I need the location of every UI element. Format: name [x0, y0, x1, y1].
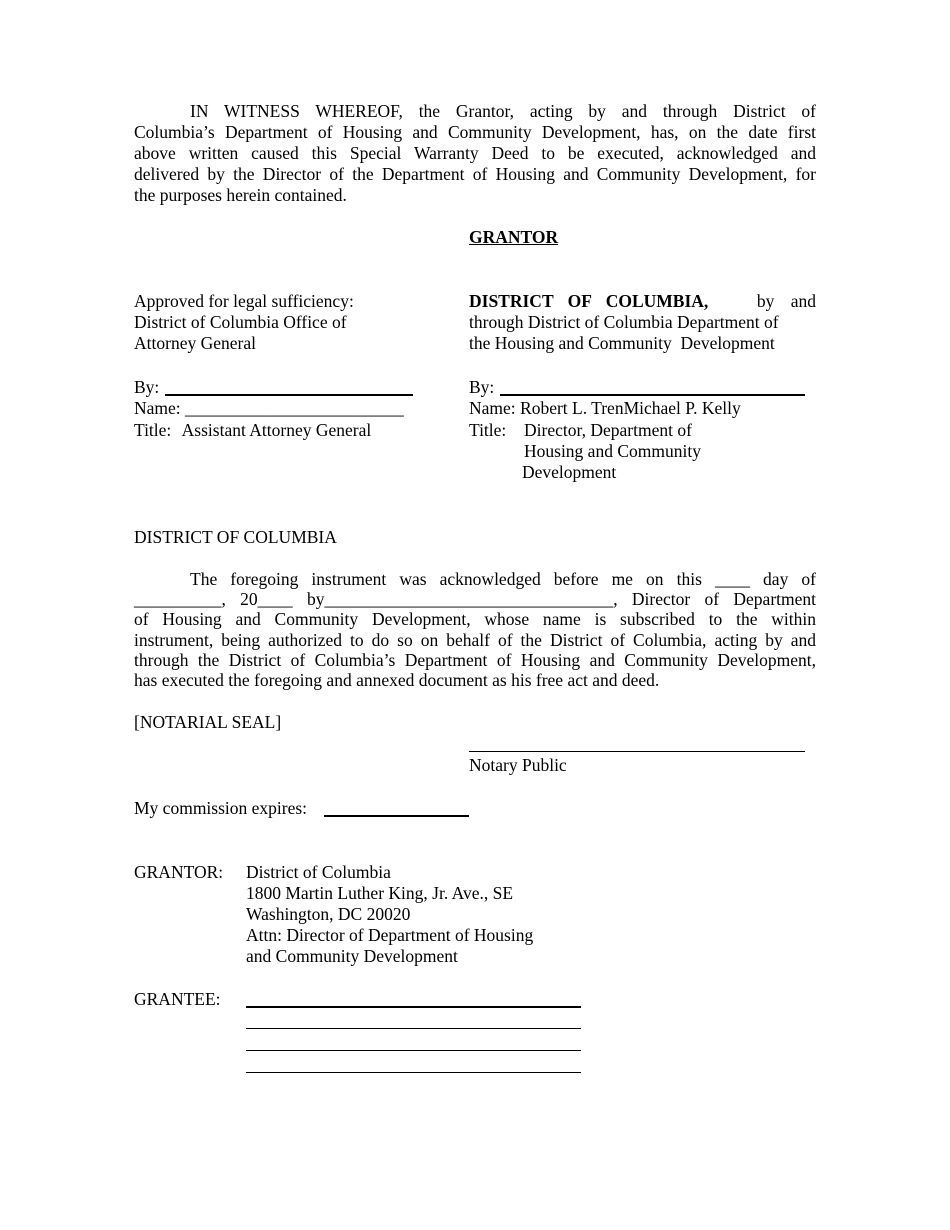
grantor-address-line: and Community Development: [246, 946, 458, 966]
district-by-label: By:: [469, 377, 495, 397]
notary-signature-line[interactable]: [469, 751, 805, 752]
commission-expires-line[interactable]: [324, 815, 469, 817]
approval-title-value: Assistant Attorney General: [181, 420, 372, 440]
approval-by-label: By:: [134, 377, 160, 397]
notary-public-label: Notary Public: [469, 755, 567, 775]
grantor-address: [246, 862, 533, 967]
district-line-1-rest: by and: [756, 291, 816, 311]
district-line-1: [469, 291, 816, 312]
witness-paragraph: [134, 101, 816, 206]
witness-line-4: delivered by the Director of the Department of Housing and Community Development, for: [134, 164, 816, 184]
approval-by-signature-line[interactable]: [165, 394, 413, 396]
grantor-address-line: Attn: Director of Department of Housing: [246, 925, 534, 945]
ack-line-1: The foregoing instrument was acknowledged before me on this ____ day of: [190, 569, 816, 589]
grantor-address-line: Washington, DC 20020: [246, 904, 411, 924]
grantee-line[interactable]: [246, 1072, 581, 1073]
approval-line-3: Attorney General: [134, 333, 256, 353]
ack-line-4: instrument, being authorized to do so on behalf of the District of Columbia, acting by and: [134, 629, 816, 650]
grantor-label: GRANTOR:: [134, 862, 224, 882]
ack-line-5: through the District of Columbia’s Department of Housing and Community Development,: [134, 649, 816, 670]
grantee-label: GRANTEE:: [134, 989, 221, 1009]
grantor-heading: GRANTOR: [469, 227, 559, 247]
district-name-row: [469, 398, 741, 419]
approval-name-row: [134, 398, 404, 419]
approval-line-2: District of Columbia Office of: [134, 312, 347, 332]
approval-line-1: Approved for legal sufficiency:: [134, 291, 354, 311]
district-block: [469, 291, 816, 354]
district-name-label: Name:: [469, 398, 516, 418]
approval-title-row: [134, 420, 371, 441]
district-title-line-2: Housing and Community: [524, 441, 701, 461]
jurisdiction-heading: DISTRICT OF COLUMBIA: [134, 527, 337, 547]
acknowledgment-paragraph: [134, 569, 816, 690]
grantor-address-line: District of Columbia: [246, 862, 391, 882]
district-line-2: through District of Columbia Department of: [469, 312, 779, 332]
grantor-address-line: 1800 Martin Luther King, Jr. Ave., SE: [246, 883, 514, 903]
witness-line-1: IN WITNESS WHEREOF, the Grantor, acting by and through District of: [190, 101, 816, 121]
approval-block: [134, 291, 434, 354]
grantee-line[interactable]: [246, 1006, 581, 1008]
approval-title-label: Title:: [134, 420, 172, 440]
ack-line-2: __________, 20____ by_________________________________, Director of Department: [134, 589, 816, 610]
district-line-3: the Housing and Community Development: [469, 333, 775, 353]
district-title-label: Title:: [469, 420, 507, 440]
commission-label: My commission expires:: [134, 798, 308, 818]
ack-line-6: has executed the foregoing and annexed document as his free act and deed.: [134, 670, 660, 691]
district-name-value: Robert L. TrenMichael P. Kelly: [520, 398, 741, 418]
grantee-line[interactable]: [246, 1028, 581, 1029]
witness-line-5: the purposes herein contained.: [134, 185, 347, 205]
district-title-line-1: Director, Department of: [524, 420, 692, 440]
district-title-value: [524, 420, 701, 483]
witness-line-3: above written caused this Special Warranty Deed to be executed, acknowledged and: [134, 143, 816, 163]
approval-name-label: Name:: [134, 398, 181, 418]
notarial-seal: [NOTARIAL SEAL]: [134, 712, 282, 732]
district-by-signature-line[interactable]: [500, 394, 805, 396]
ack-line-3: of Housing and Community Development, whose name is subscribed to the within: [134, 609, 816, 630]
district-title-line-3: Development: [522, 462, 617, 482]
district-name: DISTRICT OF COLUMBIA,: [469, 291, 709, 311]
approval-name-blank[interactable]: _________________________: [185, 398, 404, 418]
grantee-line[interactable]: [246, 1050, 581, 1051]
witness-line-2: Columbia’s Department of Housing and Community Development, has, on the date first: [134, 122, 816, 142]
